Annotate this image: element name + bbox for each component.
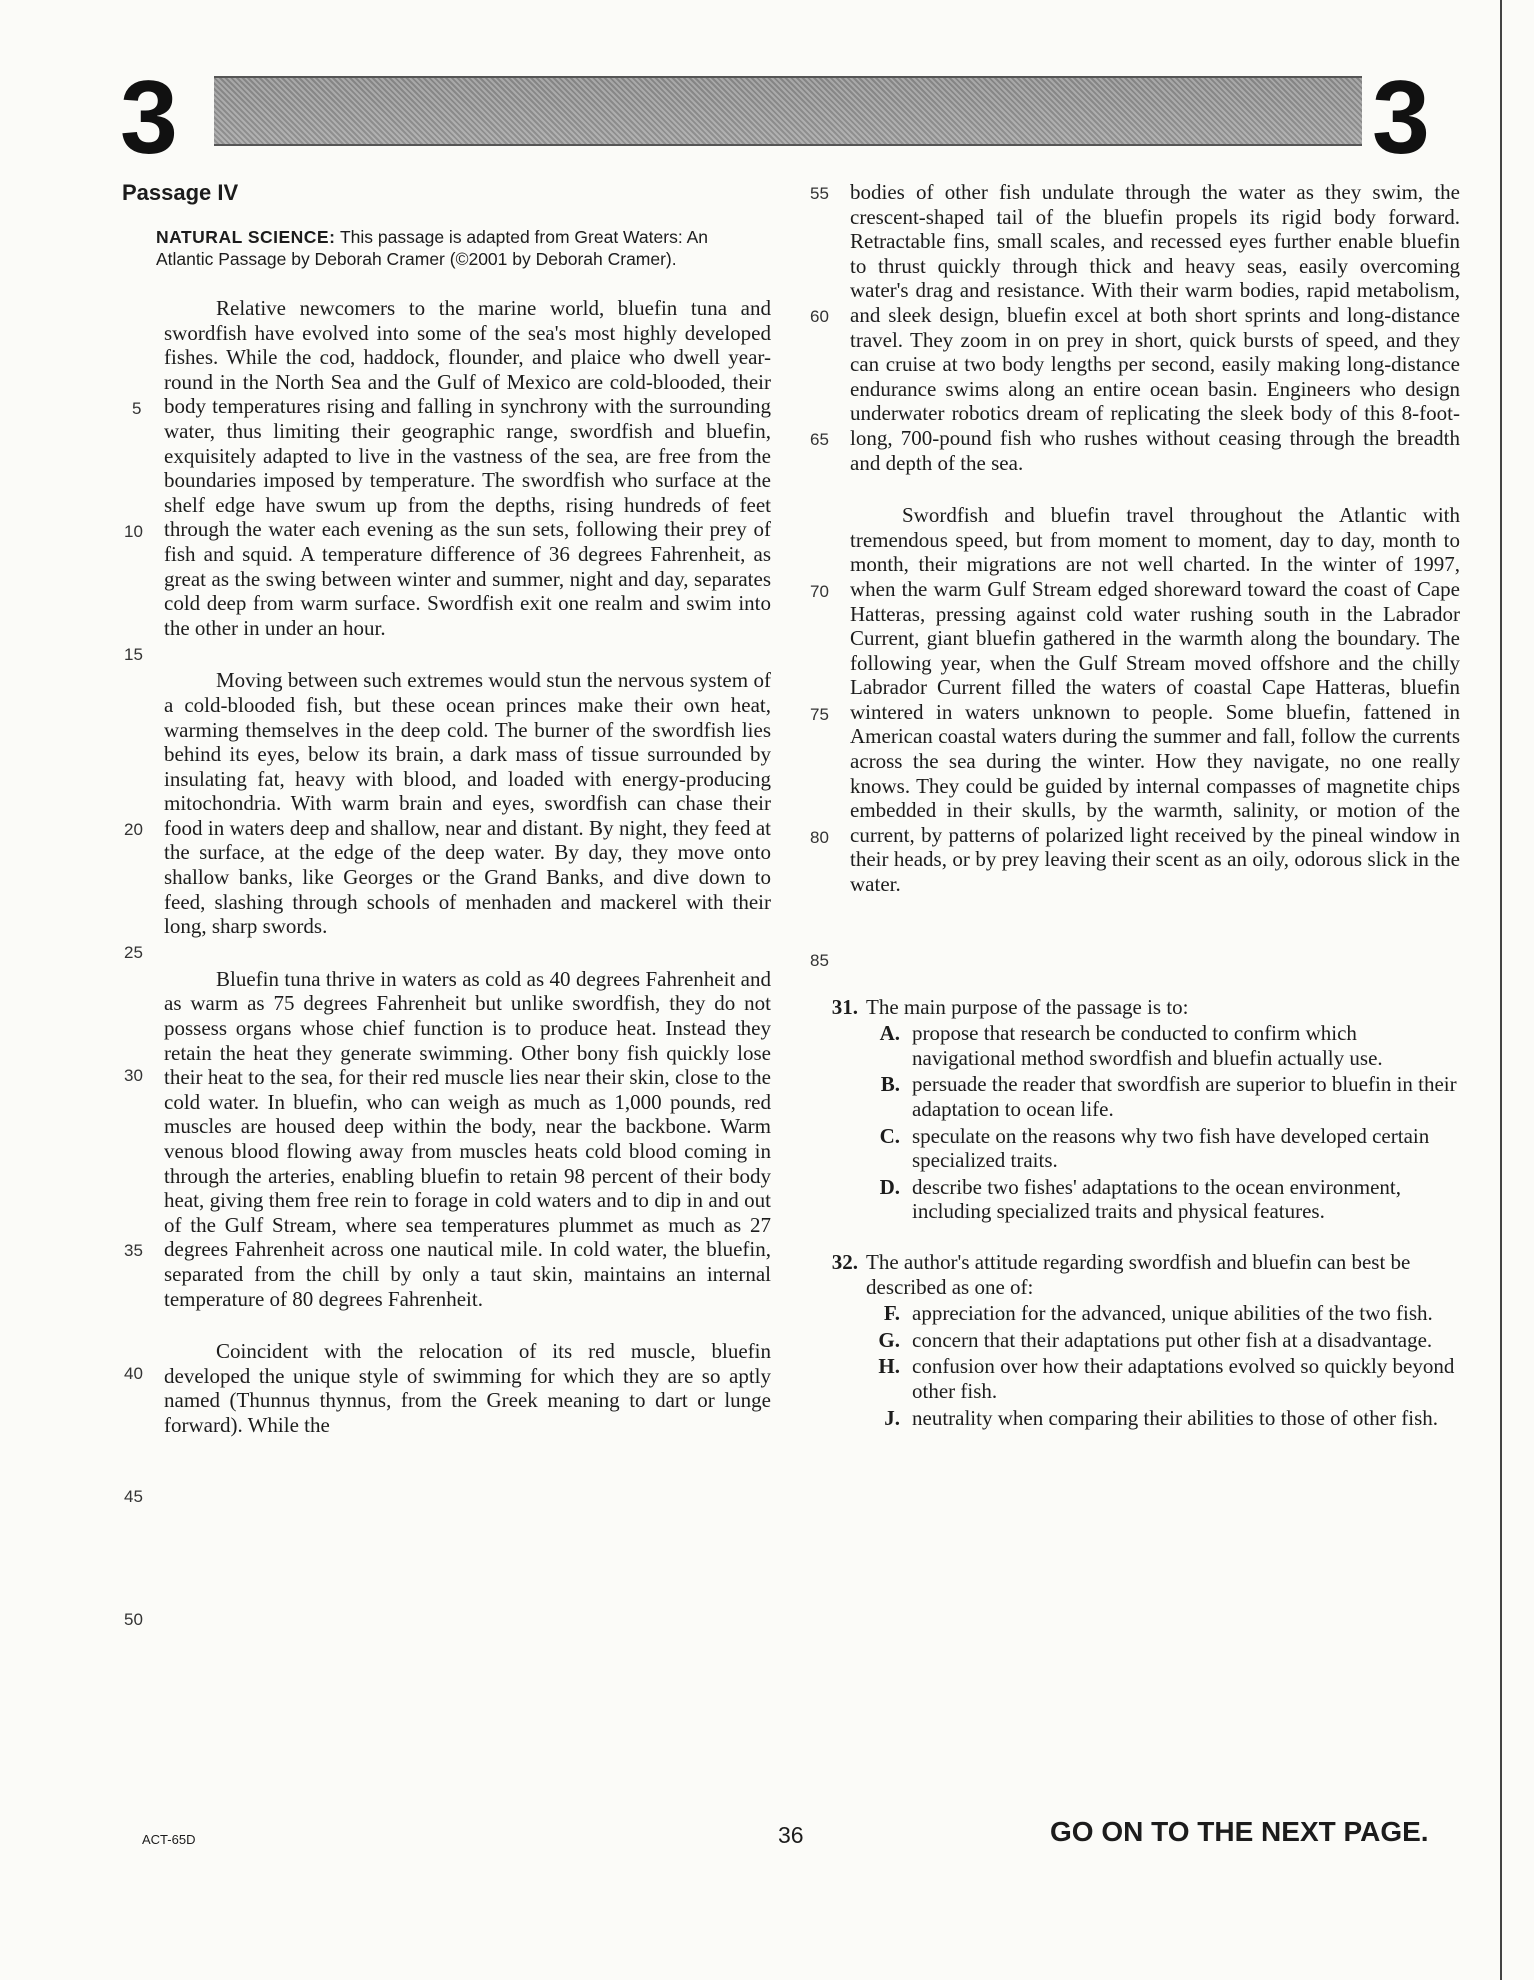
answer-option-c[interactable] [800, 1124, 1460, 1173]
page-number: 36 [778, 1822, 804, 1848]
line-number: 50 [124, 1610, 143, 1629]
line-number: 65 [810, 430, 829, 449]
next-page-instruction: GO ON TO THE NEXT PAGE. [1050, 1816, 1429, 1847]
line-number: 75 [810, 705, 829, 724]
line-number: 45 [124, 1487, 143, 1506]
passage-title: Passage IV [122, 180, 239, 205]
source-label: NATURAL SCIENCE: [156, 227, 336, 247]
answer-option-j[interactable] [800, 1406, 1460, 1431]
line-number: 20 [124, 820, 143, 839]
line-number: 15 [124, 645, 143, 664]
line-number: 30 [124, 1066, 143, 1085]
page-edge-rule [1500, 0, 1502, 1980]
source-text: This passage is adapted from Great Waters: An Atlantic Passage by Deborah Cramer (©2001 by Deborah Cramer). [156, 227, 708, 269]
line-number: 40 [124, 1364, 143, 1383]
answer-option-d[interactable] [800, 1175, 1460, 1224]
option-text: appreciation for the advanced, unique abilities of the two fish. [912, 1301, 1433, 1326]
form-code: ACT-65D [142, 1832, 196, 1847]
passage-source [156, 226, 761, 270]
question-32 [800, 1250, 1460, 1430]
answer-option-f[interactable] [800, 1301, 1460, 1326]
option-text: neutrality when comparing their abilities to those of other fish. [912, 1405, 1439, 1430]
left-column [96, 180, 771, 1629]
passage-paragraph-3: Bluefin tuna thrive in waters as cold as 40 degrees Fahrenheit and as warm as 75 degrees Fahrenheit but unlike swordfish, they do not possess organs whose chief function is to produce heat. Instead they retain the heat they generate swimming. Other bony fish quickly lose their heat to the sea, for their red muscle lies near their skin, close to the cold water. In bluefin, who can weigh as much as 1,000 pounds, red muscles are housed deep within the body, near the backbone. Warm venous blood flowing away from muscles heats cold blood coming in through the arteries, enabling bluefin to retain 98 percent of their body heat, giving them free rein to forage in cold waters and to dip in and out of the Gulf Stream, where sea temperatures plummet as much as 27 degrees Fahrenheit across one nautical mile. In cold water, the bluefin, separated from the chill by only a taut skin, maintains an internal temperature of 80 degrees Fahrenheit. [164, 966, 771, 1311]
line-number: 60 [810, 307, 829, 326]
answer-option-h[interactable] [800, 1354, 1460, 1403]
question-stem: The author's attitude regarding swordfish and bluefin can best be described as one of: [866, 1249, 1411, 1299]
section-header-bar [214, 76, 1362, 146]
option-letter: C. [879, 1123, 900, 1148]
line-number: 85 [810, 951, 829, 970]
question-number: 32. [831, 1249, 858, 1274]
section-number-right: 3 [1372, 60, 1430, 176]
question-number: 31. [831, 994, 858, 1019]
option-letter: A. [879, 1021, 900, 1046]
passage-paragraph-6: Swordfish and bluefin travel throughout the Atlantic with tremendous speed, but from moment to moment, day to day, month to month, their migrations are not well charted. In the winter of 1997, when the warm Gulf Stream edged shoreward toward the coast of Cape Hatteras, pressing against cold water rushing south in the Labrador Current, giant bluefin gathered in the warmth along the boundary. The following year, when the Gulf Stream moved offshore and the chilly Labrador Current filled the waters of coastal Cape Hatteras, bluefin wintered in waters unknown to people. Some bluefin, fattened in American coastal waters during the summer and fall, follow the currents across the sea during the winter. How they navigate, no one really knows. They could be guided by internal compasses of magnetite chips embedded in their skulls, by the warmth, salinity, or motion of the current, by patterns of polarized light received by the pineal window in their heads, or by prey leaving their scent as an oily, odorous slick in the water. [850, 503, 1460, 897]
answer-option-b[interactable] [800, 1072, 1460, 1121]
line-number: 25 [124, 943, 143, 962]
option-text: propose that research be conducted to confirm which navigational method swordfish and bluefin actually use. [912, 1021, 1383, 1070]
option-letter: D. [879, 1174, 900, 1199]
right-column [800, 180, 1460, 1456]
line-number: 80 [810, 828, 829, 847]
option-letter: G. [878, 1327, 900, 1352]
option-text: concern that their adaptations put other fish at a disadvantage. [912, 1327, 1433, 1352]
line-number: 35 [124, 1241, 143, 1260]
passage-paragraph-1: Relative newcomers to the marine world, bluefin tuna and swordfish have evolved into some of the sea's most highly developed fishes. While the cod, haddock, flounder, and plaice who dwell year-round in the North Sea and the Gulf of Mexico are cold-blooded, their body temperatures rising and falling in synchrony with the surrounding water, thus limiting their geographic range, swordfish and bluefin, exquisitely adapted to live in the vastness of the sea, are free from the boundaries imposed by temperature. The swordfish who surface at the shelf edge have swum up from the depths, rising hundreds of feet through the water each evening as the sun sets, following their prey of fish and squid. A temperature difference of 36 degrees Fahrenheit, as great as the swing between winter and summer, night and day, separates cold deep from warm surface. Swordfish exit one realm and swim into the other in under an hour. [164, 296, 771, 640]
option-letter: H. [878, 1354, 900, 1379]
section-number-left: 3 [120, 60, 178, 176]
option-text: speculate on the reasons why two fish have developed certain specialized traits. [912, 1123, 1430, 1173]
option-text: persuade the reader that swordfish are superior to bluefin in their adaptation to ocean life. [912, 1072, 1457, 1121]
option-text: confusion over how their adaptations evolved so quickly beyond other fish. [912, 1354, 1455, 1403]
question-stem: The main purpose of the passage is to: [866, 994, 1189, 1019]
option-letter: F. [883, 1301, 900, 1326]
option-letter: B. [880, 1072, 900, 1097]
line-number: 5 [132, 399, 142, 418]
passage-paragraph-2: Moving between such extremes would stun the nervous system of a cold-blooded fish, but these ocean princes make their own heat, warming themselves in the deep cold. The burner of the swordfish lies behind its eyes, below its brain, a dark mass of tissue surrounded by insulating fat, heavy with blood, and loaded with energy-producing mitochondria. With warm brain and eyes, swordfish can chase their food in waters deep and shallow, near and distant. By night, they feed at the surface, at the edge of the deep water. By day, they move onto shallow banks, like Georges or the Grand Banks, and dive down to feed, slashing through schools of menhaden and mackerel with their long, sharp swords. [164, 668, 771, 939]
line-number: 10 [124, 522, 143, 541]
question-31 [800, 995, 1460, 1224]
passage-paragraph-4: Coincident with the relocation of its red muscle, bluefin developed the unique style of swimming for which they are so aptly named (Thunnus thynnus, from the Greek meaning to dart or lunge forward). While the [164, 1339, 771, 1437]
passage-paragraph-5: bodies of other fish undulate through the water as they swim, the crescent-shaped tail of the bluefin propels its rigid body forward. Retractable fins, small scales, and recessed eyes further enable bluefin to thrust quickly through thick and heavy seas, easily overcoming water's drag and resistance. With their warm bodies, rapid metabolism, and sleek design, bluefin excel at both short sprints and long-distance travel. They zoom in on prey in short, quick bursts of speed, and they can cruise at two body lengths per second, easily making long-distance endurance swims along an entire ocean basin. Engineers who design underwater robotics dream of replicating the sleek body of this 8-foot-long, 700-pound fish who rushes without ceasing through the breadth and depth of the sea. [850, 180, 1460, 475]
line-number: 70 [810, 582, 829, 601]
answer-option-a[interactable] [800, 1021, 1460, 1070]
option-letter: J. [884, 1405, 900, 1430]
answer-option-g[interactable] [800, 1328, 1460, 1353]
line-number: 55 [810, 184, 829, 203]
option-text: describe two fishes' adaptations to the ocean environment, including specialized traits and physical features. [912, 1174, 1401, 1224]
